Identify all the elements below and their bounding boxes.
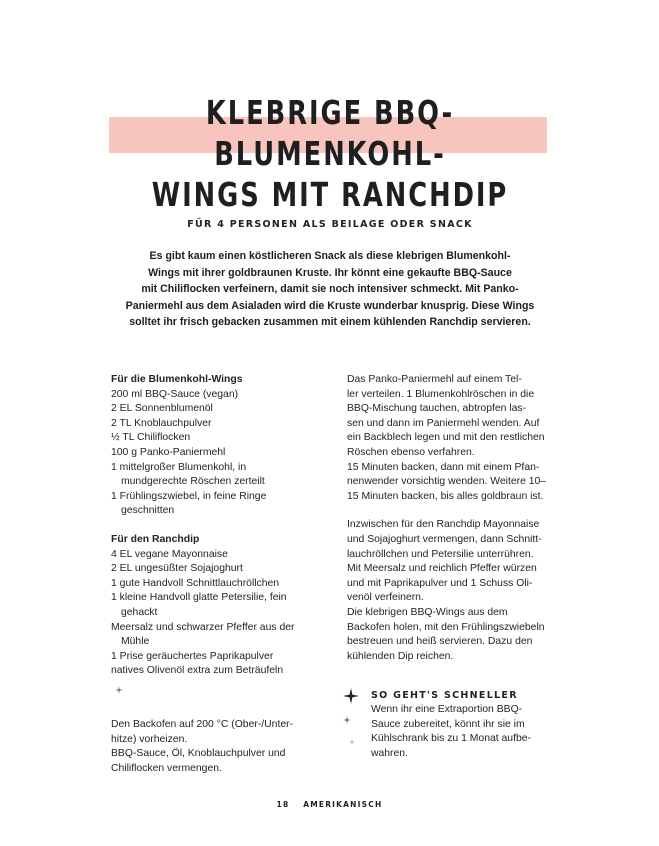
method-line: Die klebrigen BBQ-Wings aus dem <box>347 606 508 618</box>
ingredient-item: 2 TL Knoblauchpulver <box>111 417 212 429</box>
tip-line: wahren. <box>371 747 408 759</box>
method-line: Backofen holen, mit den Frühlingszwiebeln <box>347 621 545 633</box>
recipe-title-line: WINGS MIT RANCHDIP <box>151 175 509 214</box>
tip-line: Kühlschrank bis zu 1 Monat aufbe- <box>371 733 531 745</box>
ingredient-item-continued: geschnitten <box>121 505 175 517</box>
method-line: bestreuen und heiß servieren. Dazu den <box>347 636 533 648</box>
method-line: Das Panko-Paniermehl auf einem Tel- <box>347 374 522 385</box>
intro-line: mit Chiliflocken verfeinern, damit sie noch intensiver schmeckt. Mit Panko- <box>141 283 519 296</box>
sparkle-icon <box>349 739 355 745</box>
method-line: Den Backofen auf 200 °C (Ober-/Unter- <box>111 719 294 730</box>
recipe-title-line: KLEBRIGE BBQ-BLUMENKOHL- <box>205 93 455 173</box>
ingredient-item: ½ TL Chiliflocken <box>111 432 191 444</box>
method-line: venöl verfeinern. <box>347 592 424 604</box>
ingredient-item-continued: gehackt <box>121 606 158 618</box>
sparkle-icon <box>343 688 359 704</box>
method-line: ler verteilen. 1 Blumenkohlröschen in die <box>347 388 535 400</box>
ingredient-item: 1 gute Handvoll Schnittlauchröllchen <box>111 577 280 589</box>
ingredient-item: Meersalz und schwarzer Pfeffer aus der <box>111 621 295 633</box>
method-line: nenwender vorsichtig wenden. Weitere 10– <box>347 476 547 488</box>
method-steps-left <box>111 718 331 776</box>
method-line: und mit Paprikapulver und 1 Schuss Oli- <box>347 577 533 589</box>
method-line: Mit Meersalz und reichlich Pfeffer würzen <box>347 563 537 575</box>
method-line: hitze) vorheizen. <box>111 733 188 745</box>
tip-heading: SO GEHT'S SCHNELLER <box>371 690 518 701</box>
ranch-heading: Für den Ranchdip <box>111 533 200 545</box>
intro-line: Es gibt kaum einen köstlicheren Snack als diese klebrigen Blumenkohl- <box>149 250 511 262</box>
method-line: Chiliflocken vermengen. <box>111 762 222 774</box>
tip-line: Sauce zubereitet, könnt ihr sie im <box>371 718 525 730</box>
ranch-ingredients <box>111 533 331 679</box>
left-column <box>111 373 331 679</box>
method-line: 15 Minuten backen, bis alles goldbraun ist. <box>347 490 544 502</box>
method-steps-right-1 <box>347 373 567 504</box>
recipe-title <box>119 92 540 215</box>
wings-heading: Für die Blumenkohl-Wings <box>111 374 243 385</box>
tip-body <box>371 703 561 761</box>
method-line: Inzwischen für den Ranchdip Mayonnaise <box>347 519 540 531</box>
method-steps-right-2 <box>347 518 567 664</box>
method-line: ein Backblech legen und mit den restlichen <box>347 432 545 444</box>
method-line: Röschen ebenso verfahren. <box>347 446 475 458</box>
ingredient-item: 2 EL Sonnenblumenöl <box>111 403 213 415</box>
ingredient-item: 100 g Panko-Paniermehl <box>111 446 226 458</box>
servings-subtitle: FÜR 4 PERSONEN ALS BEILAGE ODER SNACK <box>187 219 473 230</box>
page-footer <box>0 800 659 809</box>
right-column <box>347 373 567 664</box>
ingredient-item: 200 ml BBQ-Sauce (vegan) <box>111 388 239 400</box>
ingredient-item-continued: Mühle <box>121 636 150 648</box>
method-line: BBQ-Sauce, Öl, Knoblauchpulver und <box>111 748 286 760</box>
sparkle-icon <box>343 716 351 724</box>
ingredient-item: 1 mittelgroßer Blumenkohl, in <box>111 461 247 473</box>
wings-ingredients <box>111 373 331 519</box>
spacer <box>111 519 331 533</box>
intro-line: Paniermehl aus dem Asialaden wird die Kruste wunderbar knusprig. Diese Wings <box>125 299 535 312</box>
sparkle-icon <box>115 686 123 694</box>
ingredient-item: 1 Prise geräuchertes Paprikapulver <box>111 650 274 662</box>
ingredient-item: 1 kleine Handvoll glatte Petersilie, fein <box>111 592 287 604</box>
method-line: und Sojajoghurt vermengen, dann Schnitt- <box>347 533 542 545</box>
method-line: lauchröllchen und Petersilie unterrühren. <box>347 548 534 560</box>
ingredient-item-continued: mundgerechte Röschen zerteilt <box>121 476 265 488</box>
intro-paragraph <box>95 248 565 331</box>
method-line: kühlenden Dip reichen. <box>347 650 454 662</box>
intro-line: solltet ihr frisch gebacken zusammen mit einem kühlenden Ranchdip servieren. <box>129 316 531 329</box>
intro-line: Wings mit ihrer goldbraunen Kruste. Ihr könnt eine gekaufte BBQ-Sauce <box>148 266 512 279</box>
tip-line: Wenn ihr eine Extraportion BBQ- <box>371 704 523 715</box>
method-line: 15 Minuten backen, dann mit einem Pfan- <box>347 461 540 473</box>
chapter-name: AMERIKANISCH <box>303 800 383 809</box>
ingredient-item: 2 EL ungesüßter Sojajoghurt <box>111 563 243 575</box>
page-number: 18 <box>276 800 290 809</box>
ingredient-item: 4 EL vegane Mayonnaise <box>111 548 228 560</box>
method-line: BBQ-Mischung tauchen, abtropfen las- <box>347 403 527 415</box>
method-line: sen und dann im Paniermehl wenden. Auf <box>347 417 540 429</box>
spacer <box>347 504 567 518</box>
ingredient-item: 1 Frühlingszwiebel, in feine Ringe <box>111 490 267 502</box>
ingredient-item: natives Olivenöl extra zum Beträufeln <box>111 665 284 677</box>
